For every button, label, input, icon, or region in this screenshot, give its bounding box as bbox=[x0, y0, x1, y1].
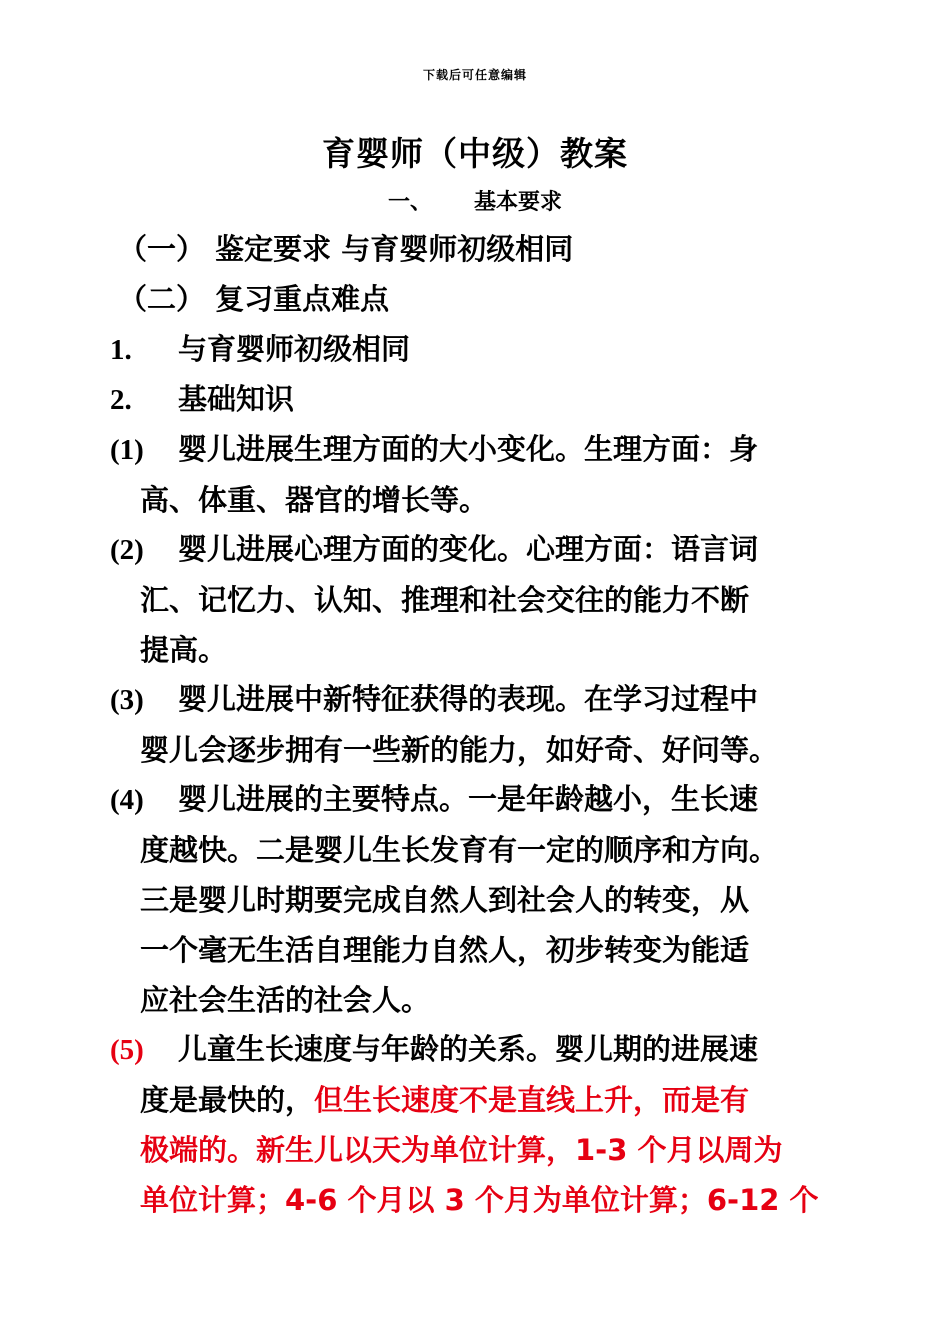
item-label: (5) bbox=[110, 1034, 144, 1066]
item-first-line: 儿童生长速度与年龄的关系。婴儿期的进展速 bbox=[178, 1032, 759, 1066]
black-text: 度是最快的， bbox=[140, 1083, 315, 1117]
item-continuation: 汇、记忆力、认知、推理和社会交往的能力不断 bbox=[140, 583, 750, 617]
list-item-2 bbox=[110, 524, 840, 675]
list-item-4 bbox=[110, 774, 840, 1025]
item-continuation: 度越快。二是婴儿生长发育有一定的顺序和方向。 bbox=[140, 833, 779, 867]
highlighted-text: 但生长速度不是直线上升，而是有 bbox=[314, 1083, 750, 1117]
item-continuation: 应社会生活的社会人。 bbox=[140, 983, 431, 1017]
highlighted-continuation: 单位计算；4-6 个月以 3 个月为单位计算；6-12 个 bbox=[140, 1183, 819, 1217]
item-text: 基础知识 bbox=[178, 382, 295, 416]
item-first-line: 婴儿进展的主要特点。一是年龄越小，生长速 bbox=[178, 782, 759, 816]
highlighted-continuation: 极端的。新生儿以天为单位计算，1-3 个月以周为 bbox=[140, 1133, 783, 1167]
document-title: 育婴师（中级）教案 bbox=[322, 134, 628, 173]
subsection-appraisal: （一） 鉴定要求 与育婴师初级相同 bbox=[118, 232, 574, 266]
item-first-line: 婴儿进展生理方面的大小变化。生理方面：身 bbox=[178, 432, 759, 466]
section-heading bbox=[0, 185, 950, 216]
item-text: 与育婴师初级相同 bbox=[178, 332, 411, 366]
item-number: 2. bbox=[110, 384, 132, 416]
section-heading-text: 基本要求 bbox=[474, 190, 563, 215]
item-label: (1) bbox=[110, 434, 144, 466]
item-continuation: 高、体重、器官的增长等。 bbox=[140, 483, 489, 517]
item-label: (4) bbox=[110, 784, 144, 816]
item-first-line: 婴儿进展心理方面的变化。心理方面：语言词 bbox=[178, 532, 759, 566]
subsection-review: （二） 复习重点难点 bbox=[118, 282, 390, 316]
item-continuation: 提高。 bbox=[140, 633, 228, 667]
numbered-item-2 bbox=[110, 374, 294, 425]
list-item-3 bbox=[110, 674, 840, 775]
item-number: 1. bbox=[110, 334, 132, 366]
list-item-5 bbox=[110, 1024, 840, 1225]
item-first-line: 婴儿进展中新特征获得的表现。在学习过程中 bbox=[178, 682, 759, 716]
item-continuation bbox=[110, 1075, 840, 1125]
item-label: (2) bbox=[110, 534, 144, 566]
section-number: 一、 bbox=[387, 190, 432, 215]
page-header: 下载后可任意编辑 bbox=[422, 68, 527, 82]
list-item-1 bbox=[110, 424, 840, 525]
item-label: (3) bbox=[110, 684, 144, 716]
numbered-item-1 bbox=[110, 324, 410, 375]
item-continuation: 三是婴儿时期要完成自然人到社会人的转变，从 bbox=[140, 883, 750, 917]
item-continuation: 一个毫无生活自理能力自然人，初步转变为能适 bbox=[140, 933, 750, 967]
item-continuation: 婴儿会逐步拥有一些新的能力，如好奇、好问等。 bbox=[140, 733, 779, 767]
